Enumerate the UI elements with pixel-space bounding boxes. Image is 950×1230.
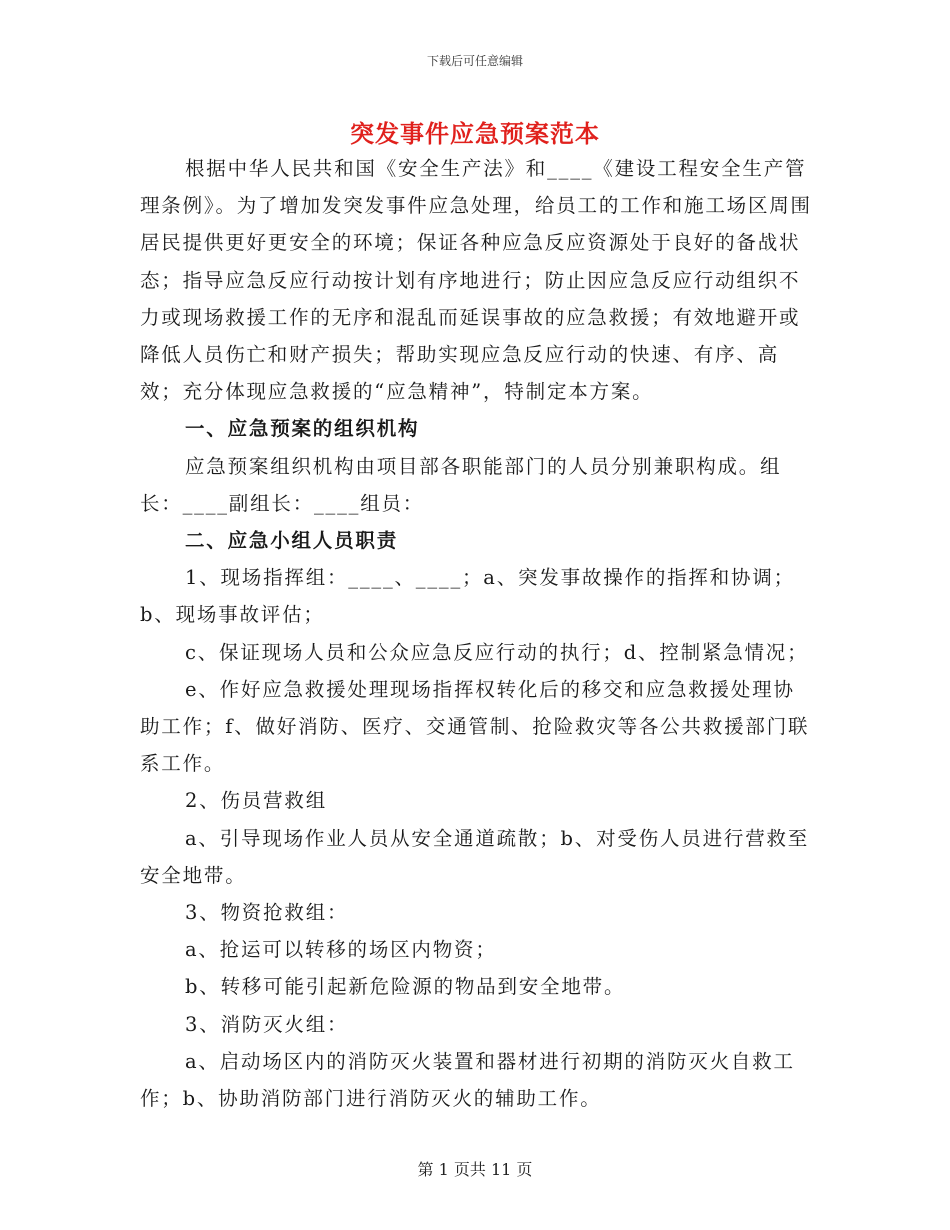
subsection-heading-materials: 3、物资抢救组：: [185, 901, 349, 925]
duty-paragraph: a、启动场区内的消防灭火装置和器材进行初期的消防灭火自救工作；b、协助消防部门进行消防灭火的辅助工作。: [140, 1049, 795, 1111]
duty-paragraph: a、引导现场作业人员从安全通道疏散；b、对受伤人员进行营救至安全地带。: [140, 826, 810, 887]
organization-paragraph: 应急预案组织机构由项目部各职能部门的人员分别兼职构成。组长：____副组长：____组员：: [140, 454, 782, 515]
subsection-heading-rescue: 2、伤员营救组: [185, 789, 328, 813]
duty-paragraph: 1、现场指挥组：____、____；a、突发事故操作的指挥和协调；b、现场事故评估；: [140, 566, 795, 627]
section-heading-organization: 一、应急预案的组织机构: [185, 417, 420, 441]
page-number: 第 1 页共 11 页: [417, 1160, 533, 1179]
intro-paragraph: 根据中华人民共和国《安全生产法》和____《建设工程安全生产管理条例》。为了增加发突发事件应急处理，给员工的工作和施工场区周围居民提供更好更安全的环境；保证各种应急反应资源处于良好的备战状态；指导应急反应行动按计划有序地进行；防止因应急反应行动组织不力或现场救援工作的无序和混乱而延误事故的应急救援；有效地避开或降低人员伤亡和财产损失；帮助实现应急反应行动的快速、有序、高效；充分体现应急救援的“应急精神”，特制定本方案。: [140, 157, 812, 404]
duty-paragraph: c、保证现场人员和公众应急反应行动的执行；d、控制紧急情况；: [185, 640, 809, 664]
duty-paragraph: a、抢运可以转移的场区内物资；: [185, 938, 497, 962]
header-note: 下载后可任意编辑: [426, 54, 523, 68]
document-title: 突发事件应急预案范本: [350, 119, 600, 148]
document-body: [140, 150, 812, 1117]
section-heading-duties: 二、应急小组人员职责: [185, 529, 399, 553]
subsection-heading-firefighting: 3、消防灭火组：: [185, 1012, 349, 1036]
duty-paragraph: e、作好应急救援处理现场指挥权转化后的移交和应急救援处理协助工作；f、做好消防、医疗、交通管制、抢险救灾等各公共救援部门联系工作。: [140, 677, 810, 776]
duty-paragraph: b、转移可能引起新危险源的物品到安全地带。: [185, 975, 626, 999]
